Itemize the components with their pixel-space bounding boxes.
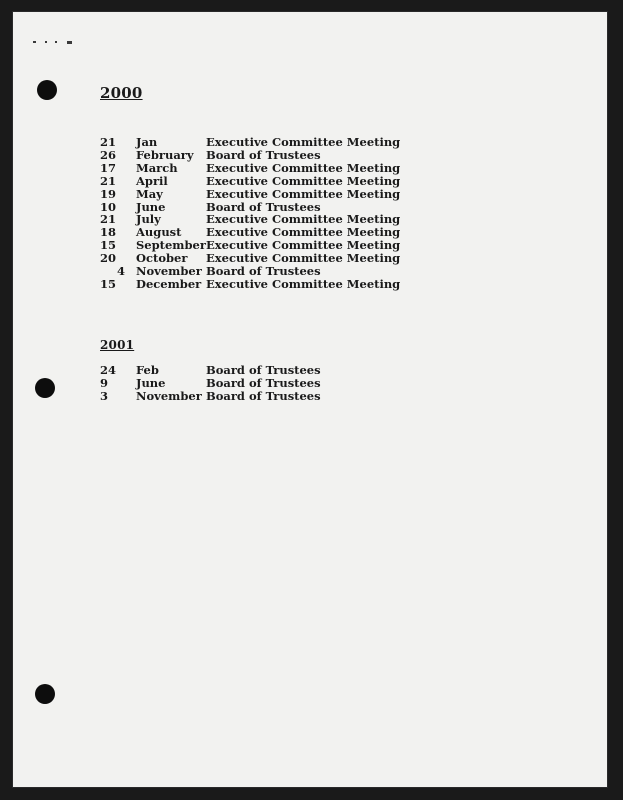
meeting-type: Executive Committee Meeting bbox=[206, 212, 401, 227]
schedule-row bbox=[100, 390, 321, 403]
stray-marks bbox=[33, 39, 93, 45]
punch-hole bbox=[35, 684, 55, 704]
meeting-day: 24 bbox=[100, 363, 117, 377]
stray-mark bbox=[45, 41, 47, 43]
meeting-type: Executive Committee Meeting bbox=[206, 225, 401, 240]
meeting-type: Board of Trustees bbox=[206, 199, 321, 214]
meeting-type: Board of Trustees bbox=[206, 147, 321, 162]
meeting-day: 4 bbox=[116, 264, 125, 279]
meeting-type: Board of Trustees bbox=[206, 375, 321, 390]
meeting-day: 26 bbox=[100, 147, 117, 162]
schedule-row bbox=[100, 175, 400, 188]
meeting-type: Executive Committee Meeting bbox=[206, 160, 401, 175]
punch-hole bbox=[37, 80, 57, 100]
schedule-row bbox=[100, 377, 321, 390]
meeting-type: Executive Committee Meeting bbox=[206, 186, 401, 201]
meeting-type: Board of Trustees bbox=[206, 264, 321, 279]
meeting-month: September bbox=[136, 238, 206, 253]
year-heading: 2000 bbox=[100, 84, 143, 102]
meeting-type: Board of Trustees bbox=[206, 363, 321, 377]
meeting-day: 9 bbox=[100, 375, 109, 390]
meeting-month: Jan bbox=[136, 135, 158, 149]
meeting-month: April bbox=[136, 173, 168, 188]
stray-mark bbox=[55, 41, 57, 43]
meeting-type: Executive Committee Meeting bbox=[206, 135, 401, 149]
year-heading: 2001 bbox=[100, 338, 135, 352]
meeting-type: Executive Committee Meeting bbox=[206, 238, 401, 253]
meeting-month: May bbox=[136, 186, 163, 201]
schedule-row bbox=[100, 188, 400, 201]
schedule-row bbox=[100, 278, 400, 291]
meeting-day: 21 bbox=[100, 173, 117, 188]
meeting-type: Board of Trustees bbox=[206, 388, 321, 403]
meeting-type: Executive Committee Meeting bbox=[206, 173, 401, 188]
document-page bbox=[13, 12, 607, 787]
meeting-month: Feb bbox=[136, 363, 159, 377]
schedule-2000 bbox=[100, 136, 400, 291]
meeting-day: 17 bbox=[100, 160, 117, 175]
stray-mark bbox=[33, 41, 36, 43]
meeting-month: October bbox=[136, 251, 188, 266]
meeting-day: 10 bbox=[100, 199, 117, 214]
meeting-month: June bbox=[136, 375, 166, 390]
meeting-month: February bbox=[136, 147, 194, 162]
schedule-row bbox=[100, 136, 400, 149]
meeting-day: 20 bbox=[100, 251, 117, 266]
schedule-row bbox=[100, 149, 400, 162]
schedule-row bbox=[100, 162, 400, 175]
meeting-type: Executive Committee Meeting bbox=[206, 251, 401, 266]
meeting-day: 21 bbox=[100, 135, 117, 149]
meeting-day: 21 bbox=[100, 212, 117, 227]
meeting-day: 15 bbox=[100, 238, 117, 253]
meeting-month: November bbox=[136, 264, 202, 279]
meeting-month: March bbox=[136, 160, 178, 175]
schedule-row bbox=[100, 364, 321, 377]
meeting-type: Executive Committee Meeting bbox=[206, 276, 401, 291]
meeting-day: 15 bbox=[100, 276, 117, 291]
punch-hole bbox=[35, 378, 55, 398]
schedule-2001 bbox=[100, 364, 321, 403]
meeting-month: November bbox=[136, 388, 202, 403]
meeting-day: 3 bbox=[100, 388, 109, 403]
meeting-day: 19 bbox=[100, 186, 117, 201]
meeting-month: August bbox=[136, 225, 182, 240]
meeting-month: June bbox=[136, 199, 166, 214]
meeting-month: July bbox=[136, 212, 161, 227]
meeting-day: 18 bbox=[100, 225, 117, 240]
meeting-month: December bbox=[136, 276, 202, 291]
stray-mark bbox=[67, 41, 72, 44]
